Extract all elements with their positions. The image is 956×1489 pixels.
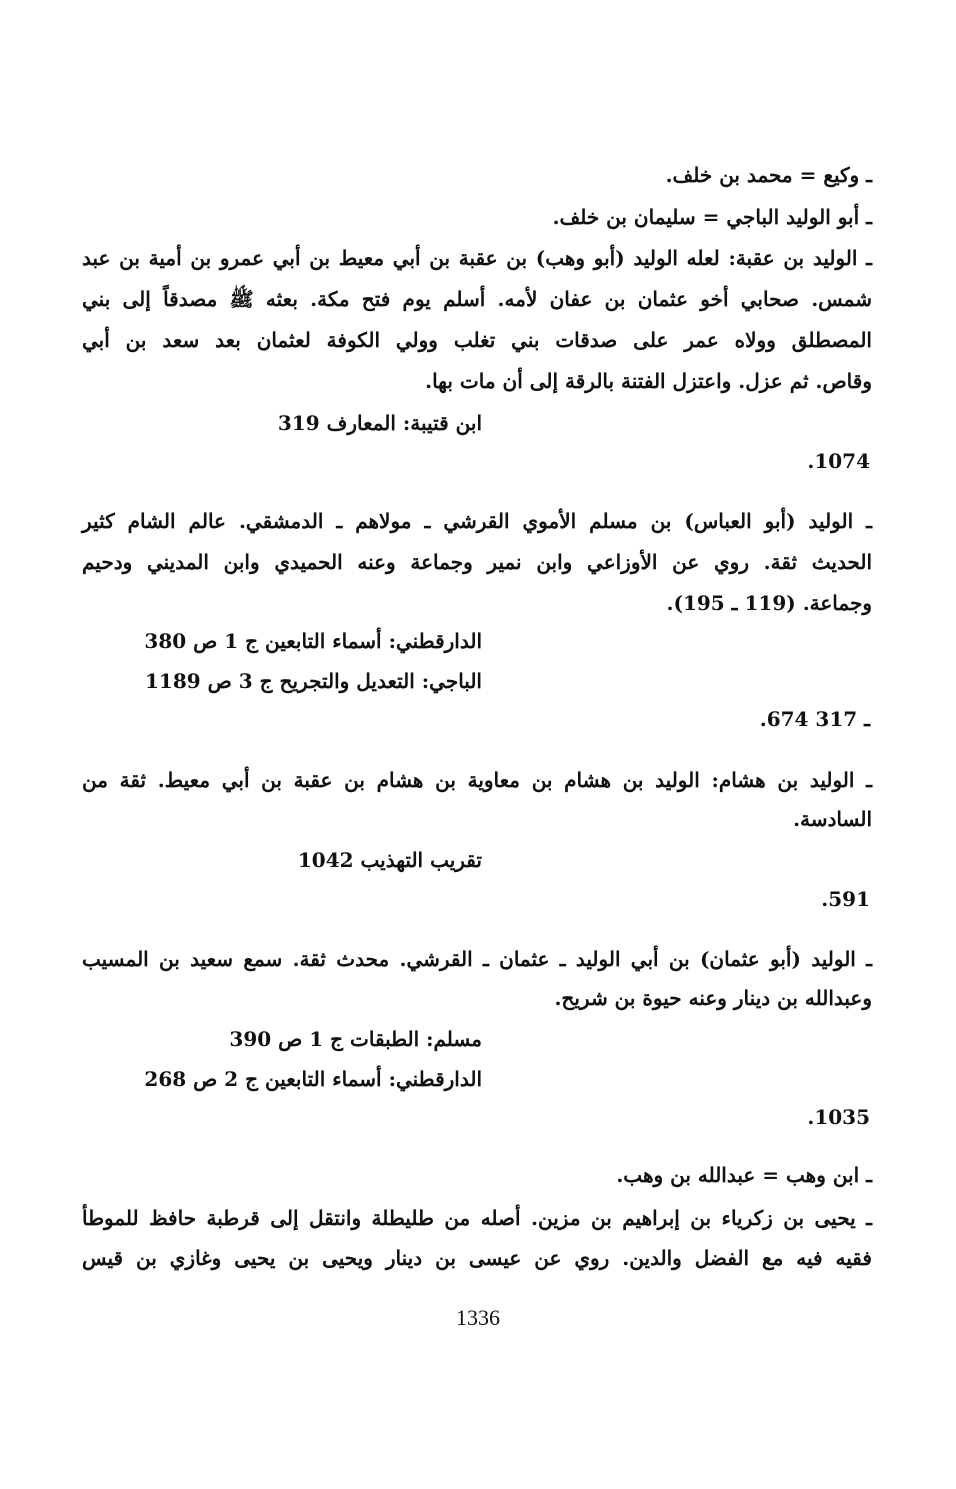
entry-line: السادسة.	[793, 807, 872, 831]
entry-line: ـ الوليد (أبو العباس) بن مسلم الأموي القرشي ـ مولاهم ـ الدمشقي. عالم الشام كثير	[82, 509, 872, 533]
entry-line: الحديث ثقة. روي عن الأوزاعي وابن نمير وجماعة وعنه الحميدي وابن المديني ودحيم	[82, 550, 872, 574]
entry-line: وعبدالله بن دينار وعنه حيوة بن شريح.	[554, 986, 872, 1010]
entry-line: ـ وكيع = محمد بن خلف.	[665, 163, 872, 187]
entry-line: المصطلق وولاه عمر على صدقات بني تغلب وولي الكوفة لعثمان بعد سعد بن أبي	[82, 328, 872, 352]
entry-line: ـ الوليد بن هشام: الوليد بن هشام بن معاوية بن هشام بن عقبة بن أبي معيط. ثقة من	[82, 768, 872, 792]
reference-line: الدارقطني: أسماء التابعين ج 1 ص 380	[144, 629, 482, 653]
entry-line: ـ الوليد (أبو عثمان) بن أبي الوليد ـ عثمان ـ القرشي. محدث ثقة. سمع سعيد بن المسيب	[82, 947, 872, 971]
reference-line: الدارقطني: أسماء التابعين ج 2 ص 268	[144, 1067, 482, 1091]
entry-line: وقاص. ثم عزل. واعتزل الفتنة بالرقة إلى أن مات بها.	[425, 369, 872, 393]
entry-line: ـ الوليد بن عقبة: لعله الوليد (أبو وهب) بن عقبة بن أبي معيط بن أبي عمرو بن أمية بن عبد	[82, 246, 872, 270]
entry-line: ـ يحيى بن زكرياء بن إبراهيم بن مزين. أصله من طليطلة وانتقل إلى قرطبة حافظ للموطأ	[82, 1206, 872, 1230]
entry-line: فقيه فيه مع الفضل والدين. روي عن عيسى بن دينار ويحيى بن يحيى وغازي بن قيس	[82, 1246, 872, 1270]
entry-line: وجماعة. (119 ـ 195).	[666, 591, 872, 615]
entry-line: ـ ابن وهب = عبدالله بن وهب.	[616, 1163, 872, 1187]
entry-number: .591	[821, 887, 870, 911]
reference-line: الباجي: التعديل والتجريح ج 3 ص 1189	[145, 669, 482, 693]
entry-number: .1074	[807, 449, 870, 473]
reference-line: مسلم: الطبقات ج 1 ص 390	[229, 1027, 482, 1051]
entry-number: .674 ـ 317	[759, 707, 870, 731]
page-number: 1336	[456, 1305, 500, 1330]
entry-line: شمس. صحابي أخو عثمان بن عفان لأمه. أسلم يوم فتح مكة. بعثه ﷺ مصدقاً إلى بني	[82, 287, 872, 311]
entry-number: .1035	[807, 1105, 870, 1129]
entry-line: ـ أبو الوليد الباجي = سليمان بن خلف.	[552, 205, 872, 229]
reference-line: تقريب التهذيب 1042	[297, 848, 482, 872]
reference-line: ابن قتيبة: المعارف 319	[277, 411, 482, 435]
